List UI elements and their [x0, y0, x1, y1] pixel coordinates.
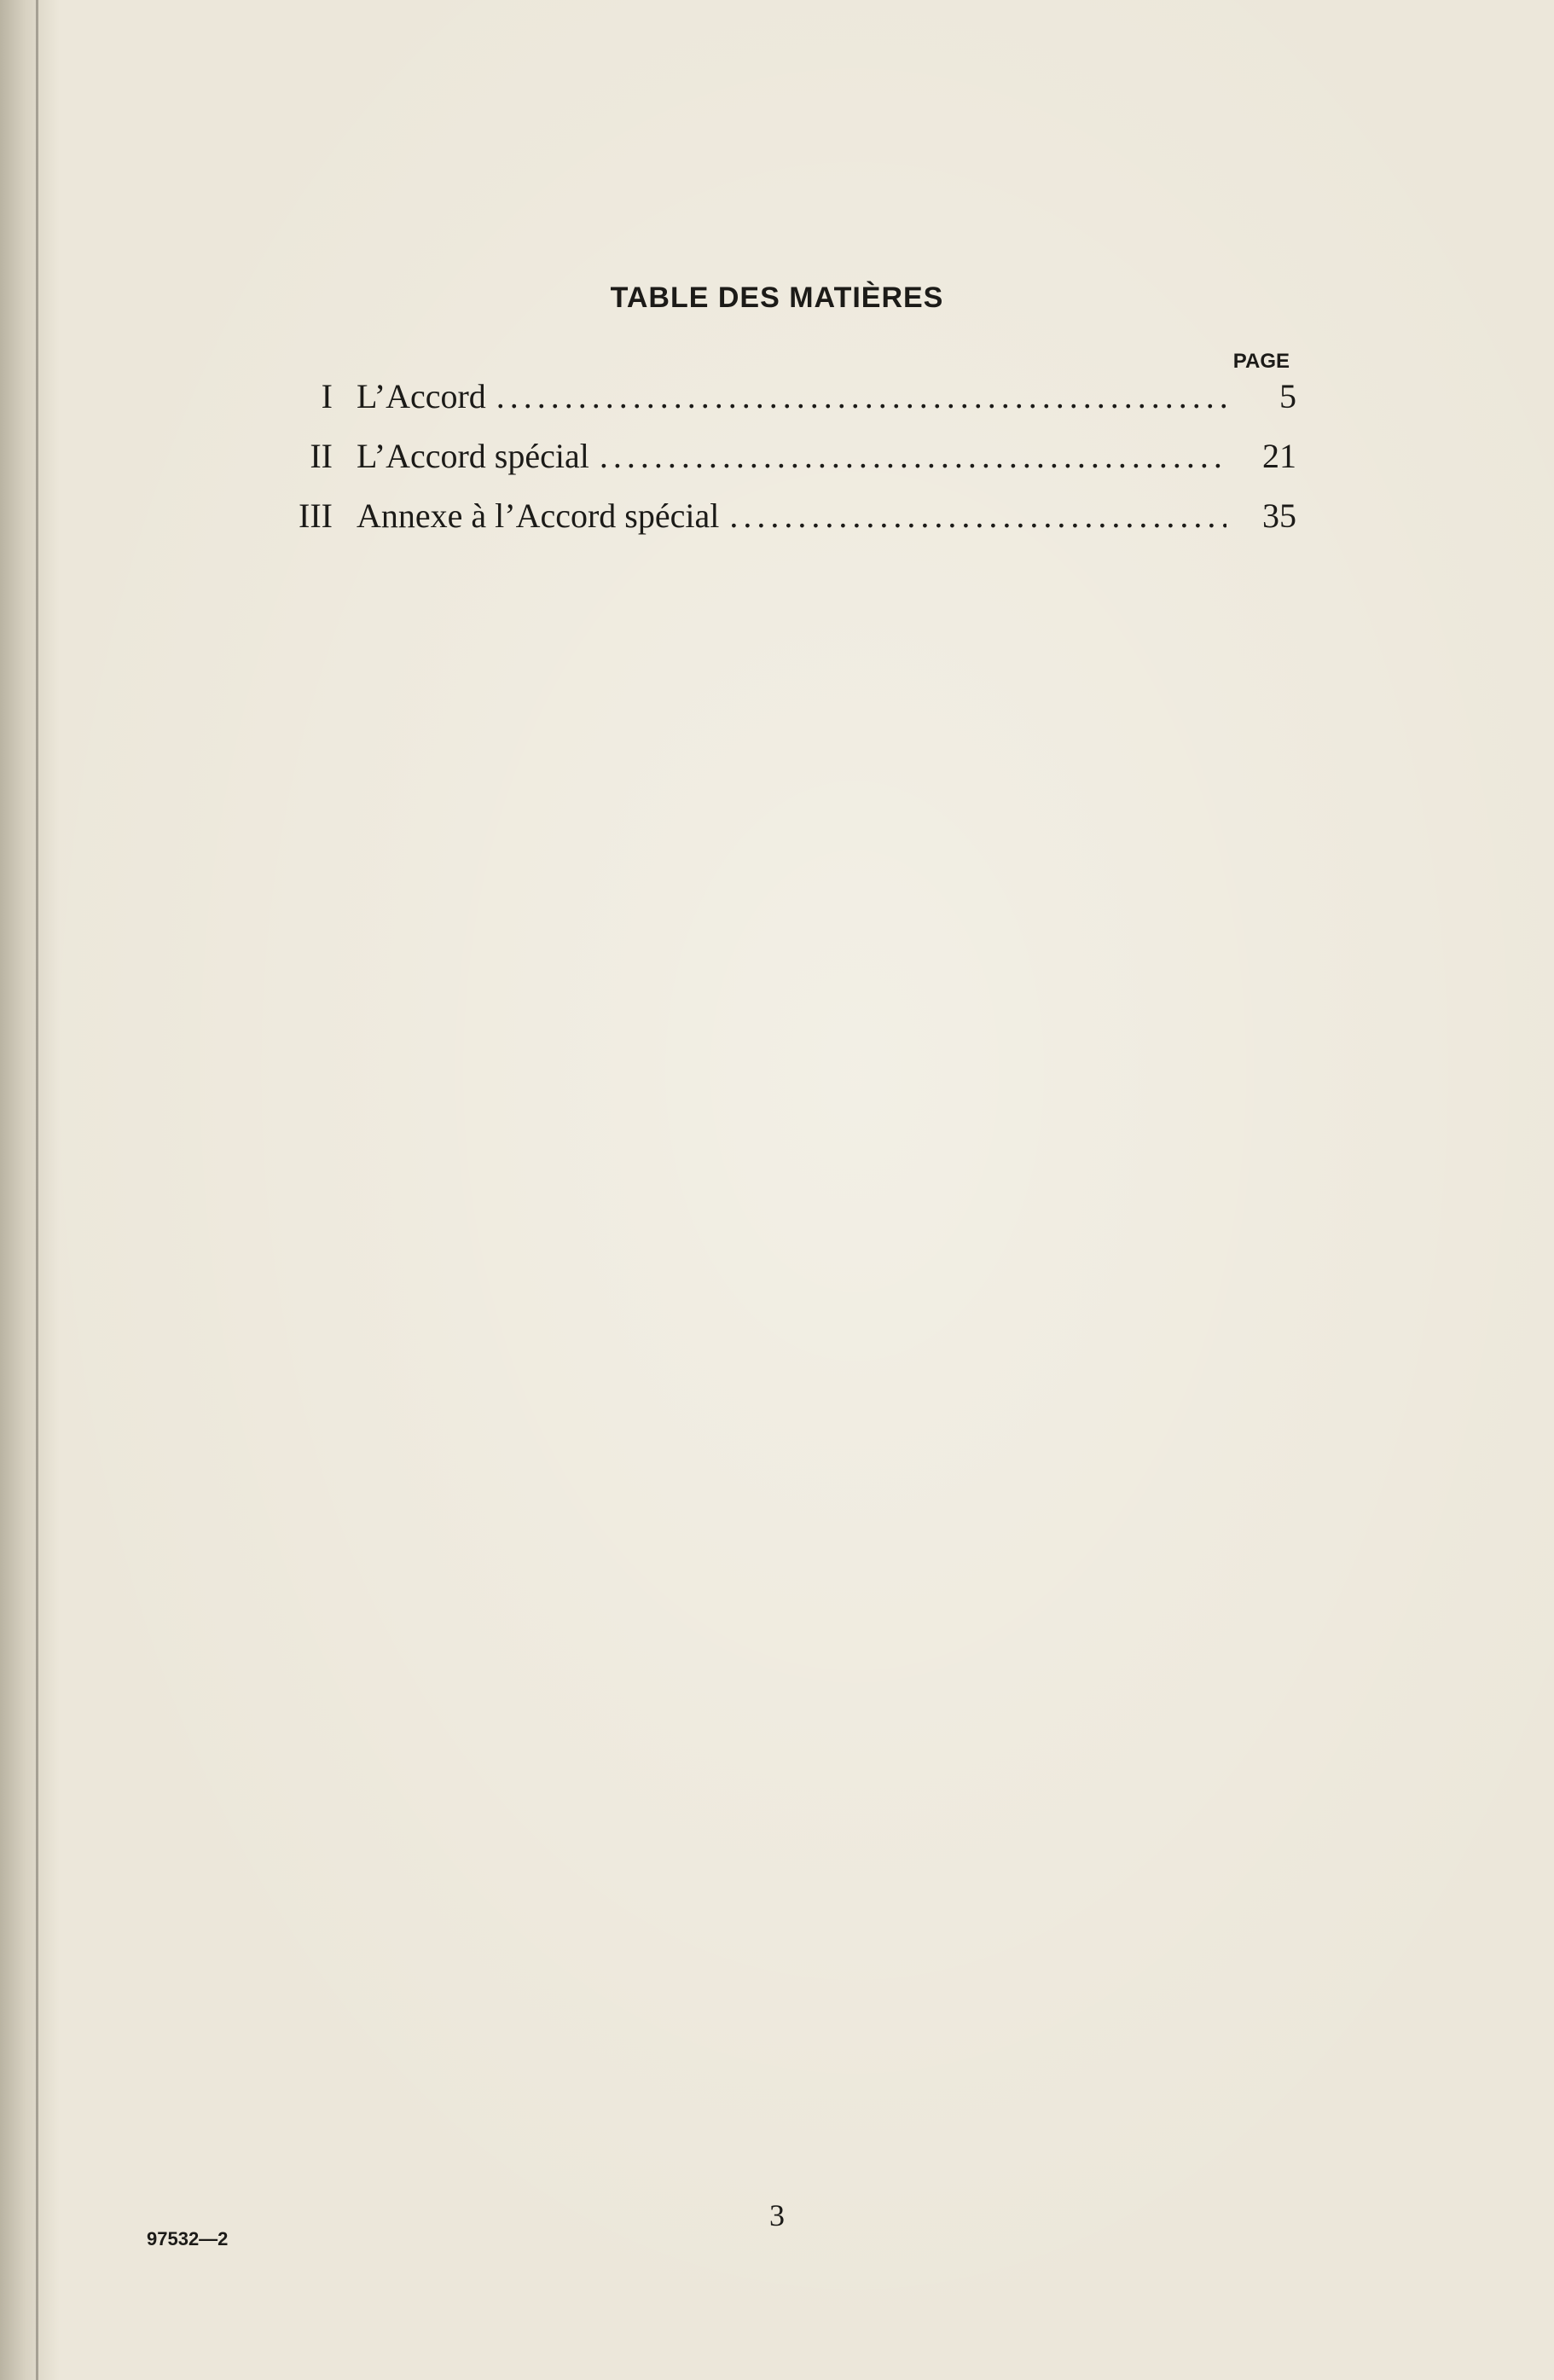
- toc-leader-dots: [496, 377, 1226, 416]
- toc-entry: [281, 496, 1296, 536]
- page-number: 3: [769, 2198, 785, 2232]
- toc-entry-page: 35: [1262, 496, 1296, 535]
- page-column-label: PAGE: [1232, 350, 1290, 373]
- toc-entry-label: L’Accord: [357, 377, 486, 415]
- print-code: 97532—2: [147, 2228, 229, 2249]
- binding-gutter: [36, 0, 38, 2380]
- toc-entry-page: 5: [1279, 377, 1296, 415]
- toc-entry-label: Annexe à l’Accord spécial: [357, 496, 720, 535]
- toc-title: TABLE DES MATIÈRES: [610, 282, 944, 314]
- toc-leader-dots: [600, 437, 1226, 476]
- toc-entry-label: L’Accord spécial: [357, 437, 589, 475]
- toc-entry-page: 21: [1262, 437, 1296, 475]
- toc-entry: [281, 377, 1296, 416]
- toc-entry-number: I: [321, 377, 333, 415]
- toc-entry-number: II: [310, 437, 333, 475]
- toc-leader-dots: [729, 496, 1226, 536]
- toc-entry-number: III: [299, 496, 333, 535]
- toc-entry: [281, 437, 1296, 476]
